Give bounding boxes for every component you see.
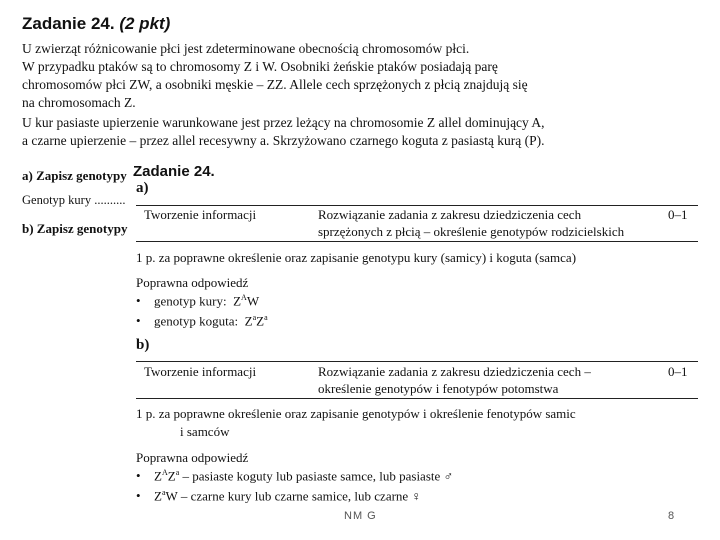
part-a-answer-header: Poprawna odpowiedź <box>136 275 249 290</box>
question-b: b) Zapisz genotypy <box>22 221 128 236</box>
part-b-answer-2: • $Z^aW$ – czarne kury lub czarne samice, lub czarne ♀ <box>136 488 422 504</box>
footer-author: NM G <box>344 510 377 522</box>
table-a-category: Tworzenie informacji <box>144 207 257 222</box>
part-a-criteria: 1 p. za poprawne określenie oraz zapisanie genotypu kury (samicy) i koguta (samca) <box>136 250 577 265</box>
page-number: 8 <box>668 510 675 522</box>
part-b-criteria-line1: 1 p. za poprawne określenie oraz zapisanie genotypów i określenie fenotypów samic <box>136 406 576 421</box>
table-a-score: 0–1 <box>668 207 688 222</box>
task-line-6: a czarne upierzenie – przez allel recesywny a. Skrzyżowano czarnego koguta z pasiastą kurą (P). <box>22 133 545 148</box>
task-points: (2 pkt) <box>119 14 171 33</box>
task-title-text: Zadanie 24. <box>22 14 115 33</box>
table-a-desc-line2: sprzężonych z płcią – określenie genotypów rodzicielskich <box>318 224 625 239</box>
part-b-answer-1: • $Z^AZ^a$ – pasiaste koguty lub pasiaste samce, lub pasiaste ♂ <box>136 468 454 484</box>
table-b-bottom-rule <box>136 398 698 399</box>
table-b-top-rule <box>136 361 698 362</box>
task-line-5: U kur pasiaste upierzenie warunkowane jest przez leżący na chromosomie Z allel dominujący A, <box>22 115 545 130</box>
table-a-desc-line1: Rozwiązanie zadania z zakresu dziedziczenia cech <box>318 207 582 222</box>
part-b-criteria-line2: i samców <box>180 424 230 439</box>
table-b-score: 0–1 <box>668 364 688 379</box>
task-title <box>22 14 170 34</box>
part-a-answer-2: • genotyp koguta: $Z^aZ^a$ <box>136 313 268 329</box>
part-b-label: b) <box>136 337 150 353</box>
task-line-1: U zwierząt różnicowanie płci jest zdeterminowane obecnością chromosomów płci. <box>22 41 470 56</box>
task-line-4: na chromosomach Z. <box>22 95 136 110</box>
table-b-category: Tworzenie informacji <box>144 364 257 379</box>
genotype-prompt: Genotyp kury .......... <box>22 193 126 207</box>
table-b-desc-line2: określenie genotypów i fenotypów potomstwa <box>318 381 559 396</box>
answer-key-title: Zadanie 24. <box>133 163 215 180</box>
table-a-bottom-rule <box>136 241 698 242</box>
part-a-answer-1: • genotyp kury: $Z^AW$ <box>136 293 260 309</box>
part-b-answer-header: Poprawna odpowiedź <box>136 450 249 465</box>
task-line-2: W przypadku ptaków są to chromosomy Z i W. Osobniki żeńskie ptaków posiadają parę <box>22 59 498 74</box>
table-a-top-rule <box>136 205 698 206</box>
task-line-3: chromosomów płci ZW, a osobniki męskie – ZZ. Allele cech sprzężonych z płcią znajdują się <box>22 77 528 92</box>
part-a-label: a) <box>136 180 149 196</box>
table-b-desc-line1: Rozwiązanie zadania z zakresu dziedziczenia cech – <box>318 364 591 379</box>
question-a: a) Zapisz genotypy <box>22 168 127 183</box>
